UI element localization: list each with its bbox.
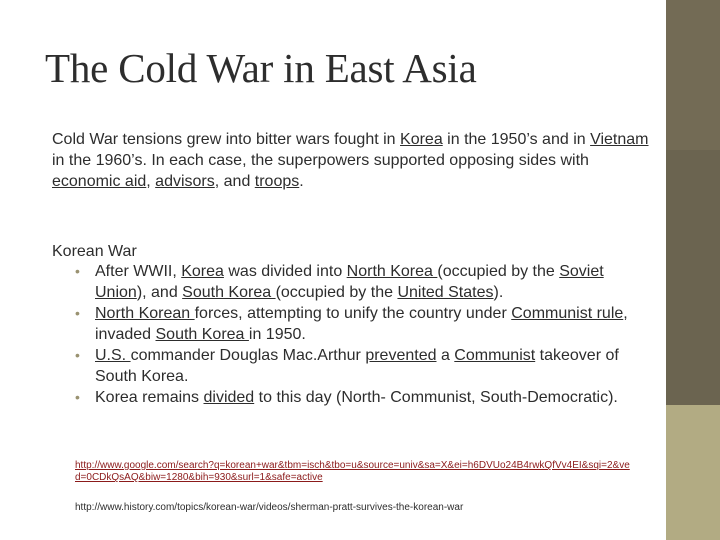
- bullet-text: forces, attempting to unify the country under: [194, 305, 512, 322]
- bullet-list: [75, 261, 640, 408]
- bullet-item: [75, 261, 640, 303]
- bullet-text: to this day (North- Communist, South-Democratic).: [254, 389, 618, 406]
- bullet-text: (occupied by the: [437, 263, 560, 280]
- history-source-link[interactable]: http://www.history.com/topics/korean-war/videos/sherman-pratt-survives-the-korean-war: [75, 502, 464, 513]
- intro-text: Cold War tensions grew into bitter wars fought in: [52, 131, 401, 148]
- bullet-text: After WWII,: [95, 263, 182, 280]
- bullet-term: South Korea: [182, 284, 276, 301]
- intro-term-vietnam: Vietnam: [590, 131, 649, 148]
- bullet-text: takeover of South Korea.: [95, 347, 619, 385]
- bullet-text: in 1950.: [248, 326, 306, 343]
- bullet-item: [75, 303, 640, 345]
- intro-text: in the 1950’s and in: [442, 131, 591, 148]
- google-source-link[interactable]: http://www.google.com/search?q=korean+war&tbm=isch&tbo=u&source=univ&sa=X&ei=h6DVUo24B4rwkQfVv4EI&sqi=2&ved=0CDkQsAQ&biw=1280&bih=930&surl=1&safe=active: [75, 460, 630, 483]
- sidebar-decoration: [666, 0, 720, 540]
- intro-text: in the 1960’s. In each case, the superpowers supported opposing sides with: [52, 152, 589, 169]
- intro-text: , and: [214, 173, 255, 190]
- intro-term-troops: troops: [254, 173, 300, 190]
- bullet-term: United States: [397, 284, 494, 301]
- bullet-text: a: [436, 347, 455, 364]
- bullet-text: commander Douglas Mac.Arthur: [130, 347, 366, 364]
- bullet-item: [75, 387, 640, 408]
- sidebar-top-band: [666, 0, 720, 150]
- bullet-text: , invaded: [95, 305, 628, 343]
- intro-text: ,: [146, 173, 156, 190]
- bullet-term: North Korean: [95, 305, 195, 322]
- intro-paragraph: [52, 129, 652, 192]
- bullet-term: Communist rule: [511, 305, 624, 322]
- intro-text: .: [299, 173, 304, 190]
- bullet-item: [75, 345, 640, 387]
- intro-term-korea: Korea: [400, 131, 443, 148]
- bullet-term: divided: [203, 389, 255, 406]
- bullet-text: ).: [493, 284, 504, 301]
- bullet-text: Korea remains: [95, 389, 204, 406]
- bullet-text: was divided into: [223, 263, 347, 280]
- bullet-text: (occupied by the: [275, 284, 398, 301]
- bullet-term: Communist: [454, 347, 536, 364]
- intro-term-advisors: advisors: [155, 173, 215, 190]
- bullet-term: South Korea: [155, 326, 249, 343]
- section-heading: Korean War: [52, 243, 137, 260]
- bullet-text: ), and: [136, 284, 183, 301]
- sidebar-accent-band: [666, 405, 720, 540]
- bullet-term: North Korea: [346, 263, 438, 280]
- slide-title: The Cold War in East Asia: [45, 45, 477, 91]
- intro-term-economic-aid: economic aid: [52, 173, 147, 190]
- bullet-term: U.S.: [95, 347, 131, 364]
- bullet-term: Soviet Union: [95, 263, 604, 301]
- bullet-term: prevented: [365, 347, 437, 364]
- bullet-term: Korea: [181, 263, 224, 280]
